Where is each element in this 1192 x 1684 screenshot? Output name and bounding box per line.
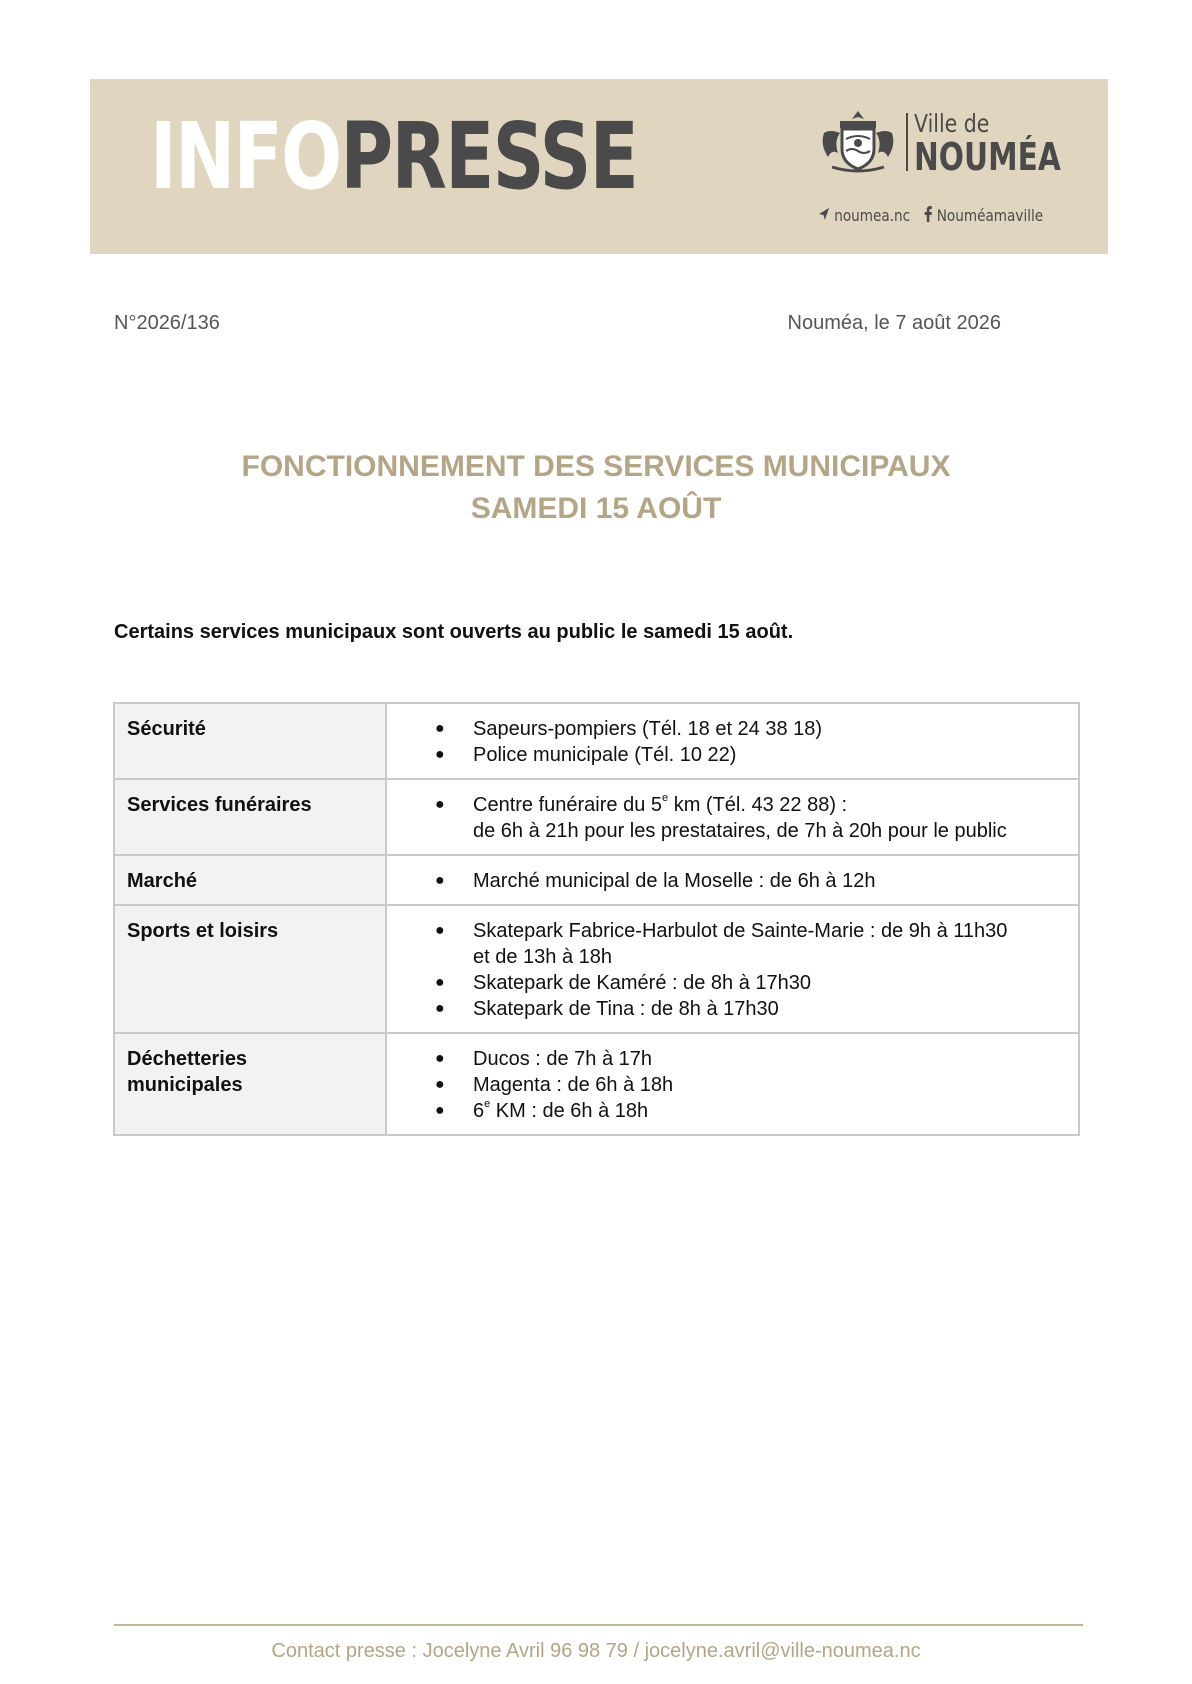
title-line-1: FONCTIONNEMENT DES SERVICES MUNICIPAUX xyxy=(241,450,951,483)
table-row xyxy=(114,703,1079,779)
press-contact: Contact presse : Jocelyne Avril 96 98 79 / jocelyne.avril@ville-noumea.nc xyxy=(271,1640,921,1662)
items-cell xyxy=(386,779,1079,855)
page-title xyxy=(0,446,1192,530)
list-item: ● Sapeurs-pompiers (Tél. 18 et 24 38 18) xyxy=(435,718,823,740)
bullet-icon: ● xyxy=(435,974,445,991)
city-crest-icon xyxy=(818,109,898,175)
services-table xyxy=(113,702,1080,1136)
logo-word-presse: PRESSE xyxy=(340,103,638,210)
bullet-icon: ● xyxy=(435,922,445,939)
list-item: ● 6e KM : de 6h à 18h xyxy=(435,1098,649,1122)
list-item: ● Skatepark Fabrice-Harbulot de Sainte-Marie : de 9h à 11h30 et de 13h à 18h xyxy=(435,920,1008,968)
header-banner xyxy=(90,79,1108,254)
category-cell: Services funéraires xyxy=(114,779,386,855)
bullet-icon: ● xyxy=(435,796,445,813)
brand-noumea: NOUMÉA xyxy=(914,135,1061,179)
bullet-icon: ● xyxy=(435,720,445,737)
intro-text: Certains services municipaux sont ouverts au public le samedi 15 août. xyxy=(114,621,794,643)
category-cell: Sécurité xyxy=(114,703,386,779)
items-cell xyxy=(386,855,1079,905)
ville-de-noumea-brand xyxy=(818,109,1061,229)
table-row xyxy=(114,905,1079,1033)
bullet-icon: ● xyxy=(435,1102,445,1119)
press-release-date: Nouméa, le 7 août 2026 xyxy=(787,312,1001,334)
list-item: ● Skatepark de Kaméré : de 8h à 17h30 xyxy=(435,972,812,994)
list-item: ● Centre funéraire du 5e km (Tél. 43 22 88) : de 6h à 21h pour les prestataires, de 7h à 20h pour le public xyxy=(435,792,1007,842)
facebook-link[interactable]: Nouméamaville xyxy=(936,206,1044,225)
table-row xyxy=(114,1033,1079,1135)
list-item: ● Marché municipal de la Moselle : de 6h à 12h xyxy=(435,870,876,892)
bullet-icon: ● xyxy=(435,872,445,889)
items-cell xyxy=(386,905,1079,1033)
list-item: ● Skatepark de Tina : de 8h à 17h30 xyxy=(435,998,779,1020)
bullet-icon: ● xyxy=(435,1050,445,1067)
table-row xyxy=(114,779,1079,855)
items-cell xyxy=(386,703,1079,779)
bullet-icon: ● xyxy=(435,746,445,763)
brand-ville-de: Ville de xyxy=(914,109,990,138)
list-item: ● Police municipale (Tél. 10 22) xyxy=(435,744,737,766)
brand-links xyxy=(818,205,1043,226)
logo-word-info: INFO xyxy=(150,103,341,210)
list-item: ● Ducos : de 7h à 17h xyxy=(435,1048,653,1070)
items-cell xyxy=(386,1033,1079,1135)
website-link[interactable]: noumea.nc xyxy=(834,206,911,225)
title-line-2: SAMEDI 15 AOÛT xyxy=(470,492,722,525)
send-arrow-icon xyxy=(818,206,830,225)
bullet-icon: ● xyxy=(435,1000,445,1017)
list-item: ● Magenta : de 6h à 18h xyxy=(435,1074,674,1096)
press-release-number: N°2026/136 xyxy=(114,312,220,334)
brand-divider xyxy=(906,113,908,171)
bullet-icon: ● xyxy=(435,1076,445,1093)
footer-divider xyxy=(114,1624,1083,1626)
category-cell: Marché xyxy=(114,855,386,905)
table-row xyxy=(114,855,1079,905)
category-cell: Déchetteries municipales xyxy=(114,1033,386,1135)
category-cell: Sports et loisirs xyxy=(114,905,386,1033)
info-presse-logo xyxy=(150,97,637,217)
facebook-icon xyxy=(924,206,933,226)
